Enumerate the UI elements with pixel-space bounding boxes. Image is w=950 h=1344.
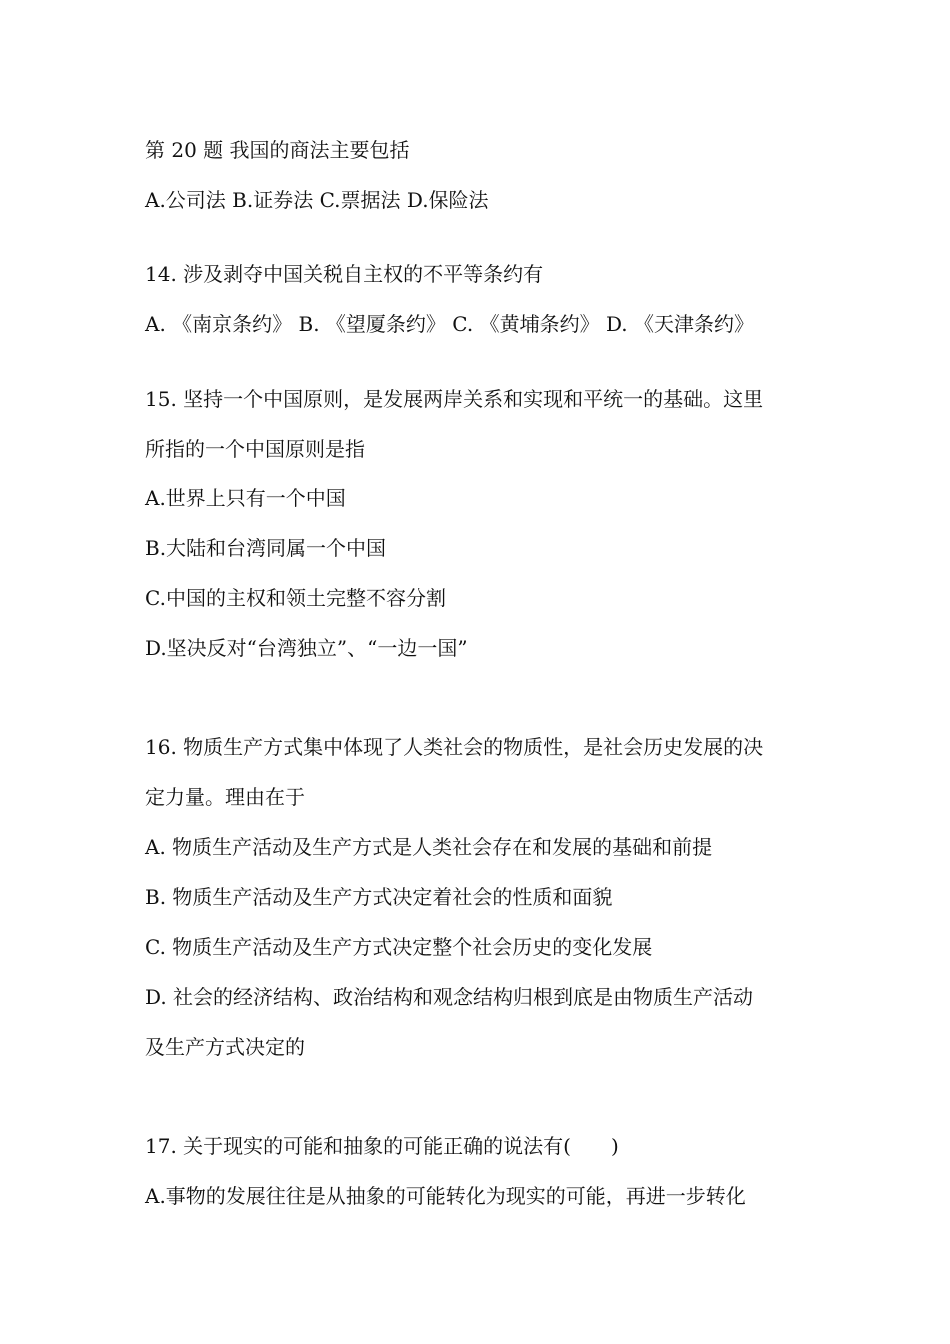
question-15-stem-line-2: 所指的一个中国原则是指: [145, 437, 365, 461]
question-16-option-d-line-2: 及生产方式决定的: [145, 1035, 305, 1059]
question-20-stem: 第 20 题 我国的商法主要包括: [145, 138, 410, 162]
question-16-stem-line-2: 定力量。理由在于: [145, 785, 305, 809]
question-17-option-a: A.事物的发展往往是从抽象的可能转化为现实的可能，再进一步转化: [145, 1184, 746, 1208]
question-16-option-b: B. 物质生产活动及生产方式决定着社会的性质和面貌: [145, 885, 613, 909]
question-15-option-a: A.世界上只有一个中国: [145, 486, 346, 510]
question-14-options: A. 《南京条约》 B. 《望厦条约》 C. 《黄埔条约》 D. 《天津条约》: [145, 312, 754, 336]
question-15-option-d: D.坚决反对“台湾独立”、“一边一国”: [145, 636, 468, 660]
question-20-options: A.公司法 B.证券法 C.票据法 D.保险法: [145, 188, 489, 212]
question-14-stem: 14. 涉及剥夺中国关税自主权的不平等条约有: [145, 262, 544, 286]
question-17-stem: 17. 关于现实的可能和抽象的可能正确的说法有( ): [145, 1134, 619, 1158]
question-16-option-c: C. 物质生产活动及生产方式决定整个社会历史的变化发展: [145, 935, 653, 959]
question-16-option-a: A. 物质生产活动及生产方式是人类社会存在和发展的基础和前提: [145, 835, 713, 859]
question-15-option-b: B.大陆和台湾同属一个中国: [145, 536, 387, 560]
question-15-option-c: C.中国的主权和领土完整不容分割: [145, 586, 446, 610]
question-15-stem-line-1: 15. 坚持一个中国原则，是发展两岸关系和实现和平统一的基础。这里: [145, 387, 764, 411]
question-16-option-d-line-1: D. 社会的经济结构、政治结构和观念结构归根到底是由物质生产活动: [145, 985, 754, 1009]
question-16-stem-line-1: 16. 物质生产方式集中体现了人类社会的物质性，是社会历史发展的决: [145, 735, 764, 759]
